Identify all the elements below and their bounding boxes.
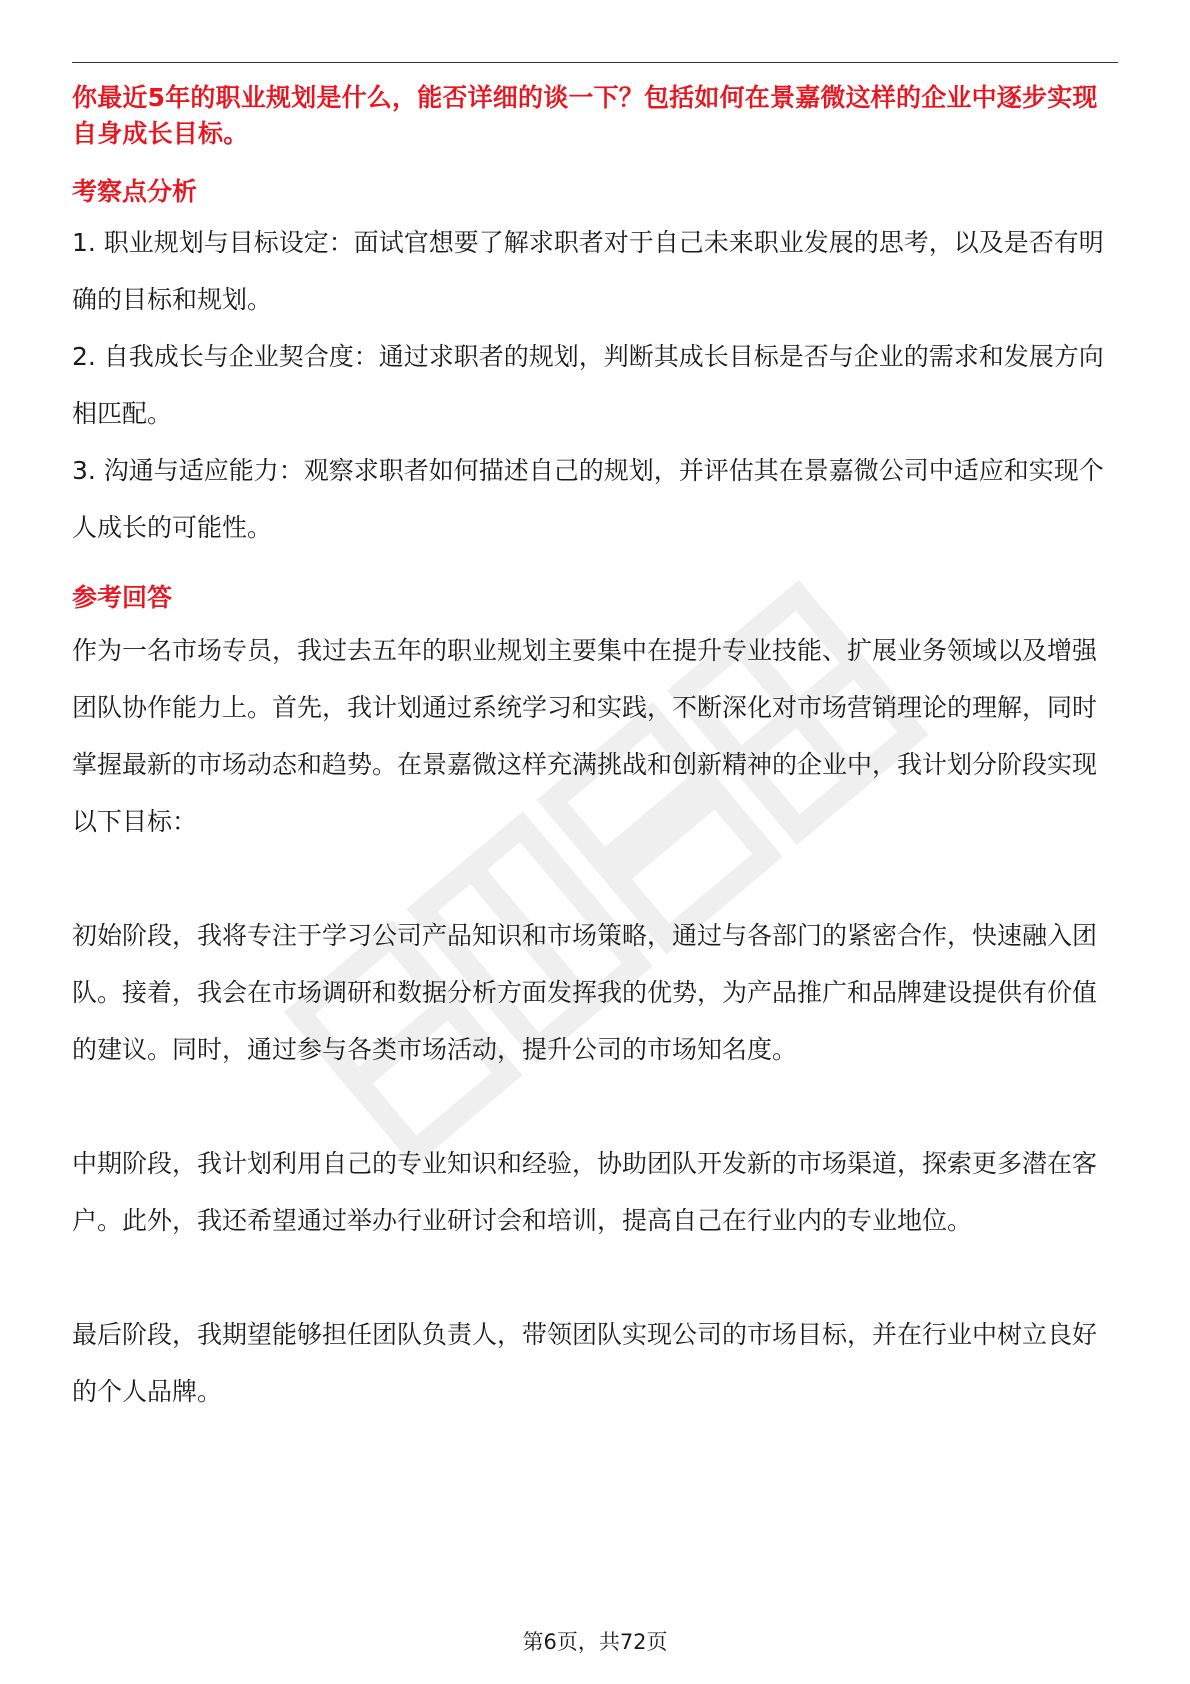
document-body: [72, 80, 1118, 1420]
analysis-point: 3. 沟通与适应能力：观察求职者如何描述自己的规划，并评估其在景嘉微公司中适应和实现个人成长的可能性。: [72, 456, 1104, 542]
answer-paragraph: 中期阶段，我计划利用自己的专业知识和经验，协助团队开发新的市场渠道，探索更多潜在客户。此外，我还希望通过举办行业研讨会和培训，提高自己在行业内的专业地位。: [72, 1149, 1098, 1235]
answer-paragraph: 最后阶段，我期望能够担任团队负责人，带领团队实现公司的市场目标，并在行业中树立良好的个人品牌。: [72, 1320, 1098, 1406]
header-rule: [72, 62, 1118, 63]
page-number: 第6页，共72页: [522, 1630, 668, 1654]
analysis-heading: 考察点分析: [72, 177, 198, 206]
answer-paragraph: 初始阶段，我将专注于学习公司产品知识和市场策略，通过与各部门的紧密合作，快速融入团队。接着，我会在市场调研和数据分析方面发挥我的优势，为产品推广和品牌建设提供有价值的建议。同时，通过参与各类市场活动，提升公司的市场知名度。: [72, 921, 1098, 1064]
paragraph-spacer: [72, 1249, 1118, 1306]
answer-paragraph: 作为一名市场专员，我过去五年的职业规划主要集中在提升专业技能、扩展业务领域以及增强团队协作能力上。首先，我计划通过系统学习和实践，不断深化对市场营销理论的理解，同时掌握最新的市场动态和趋势。在景嘉微这样充满挑战和创新精神的企业中，我计划分阶段实现以下目标：: [72, 636, 1098, 836]
paragraph-spacer: [72, 1078, 1118, 1135]
paragraph-spacer: [72, 850, 1118, 907]
analysis-list: [72, 214, 1118, 556]
analysis-point: 2. 自我成长与企业契合度：通过求职者的规划，判断其成长目标是否与企业的需求和发展方向相匹配。: [72, 342, 1104, 428]
answer-heading: 参考回答: [72, 583, 173, 612]
question-title: 你最近5年的职业规划是什么，能否详细的谈一下？包括如何在景嘉微这样的企业中逐步实现自身成长目标。: [72, 83, 1098, 148]
analysis-point: 1. 职业规划与目标设定：面试官想要了解求职者对于自己未来职业发展的思考，以及是否有明确的目标和规划。: [72, 228, 1104, 314]
answer-body: [72, 622, 1118, 1420]
